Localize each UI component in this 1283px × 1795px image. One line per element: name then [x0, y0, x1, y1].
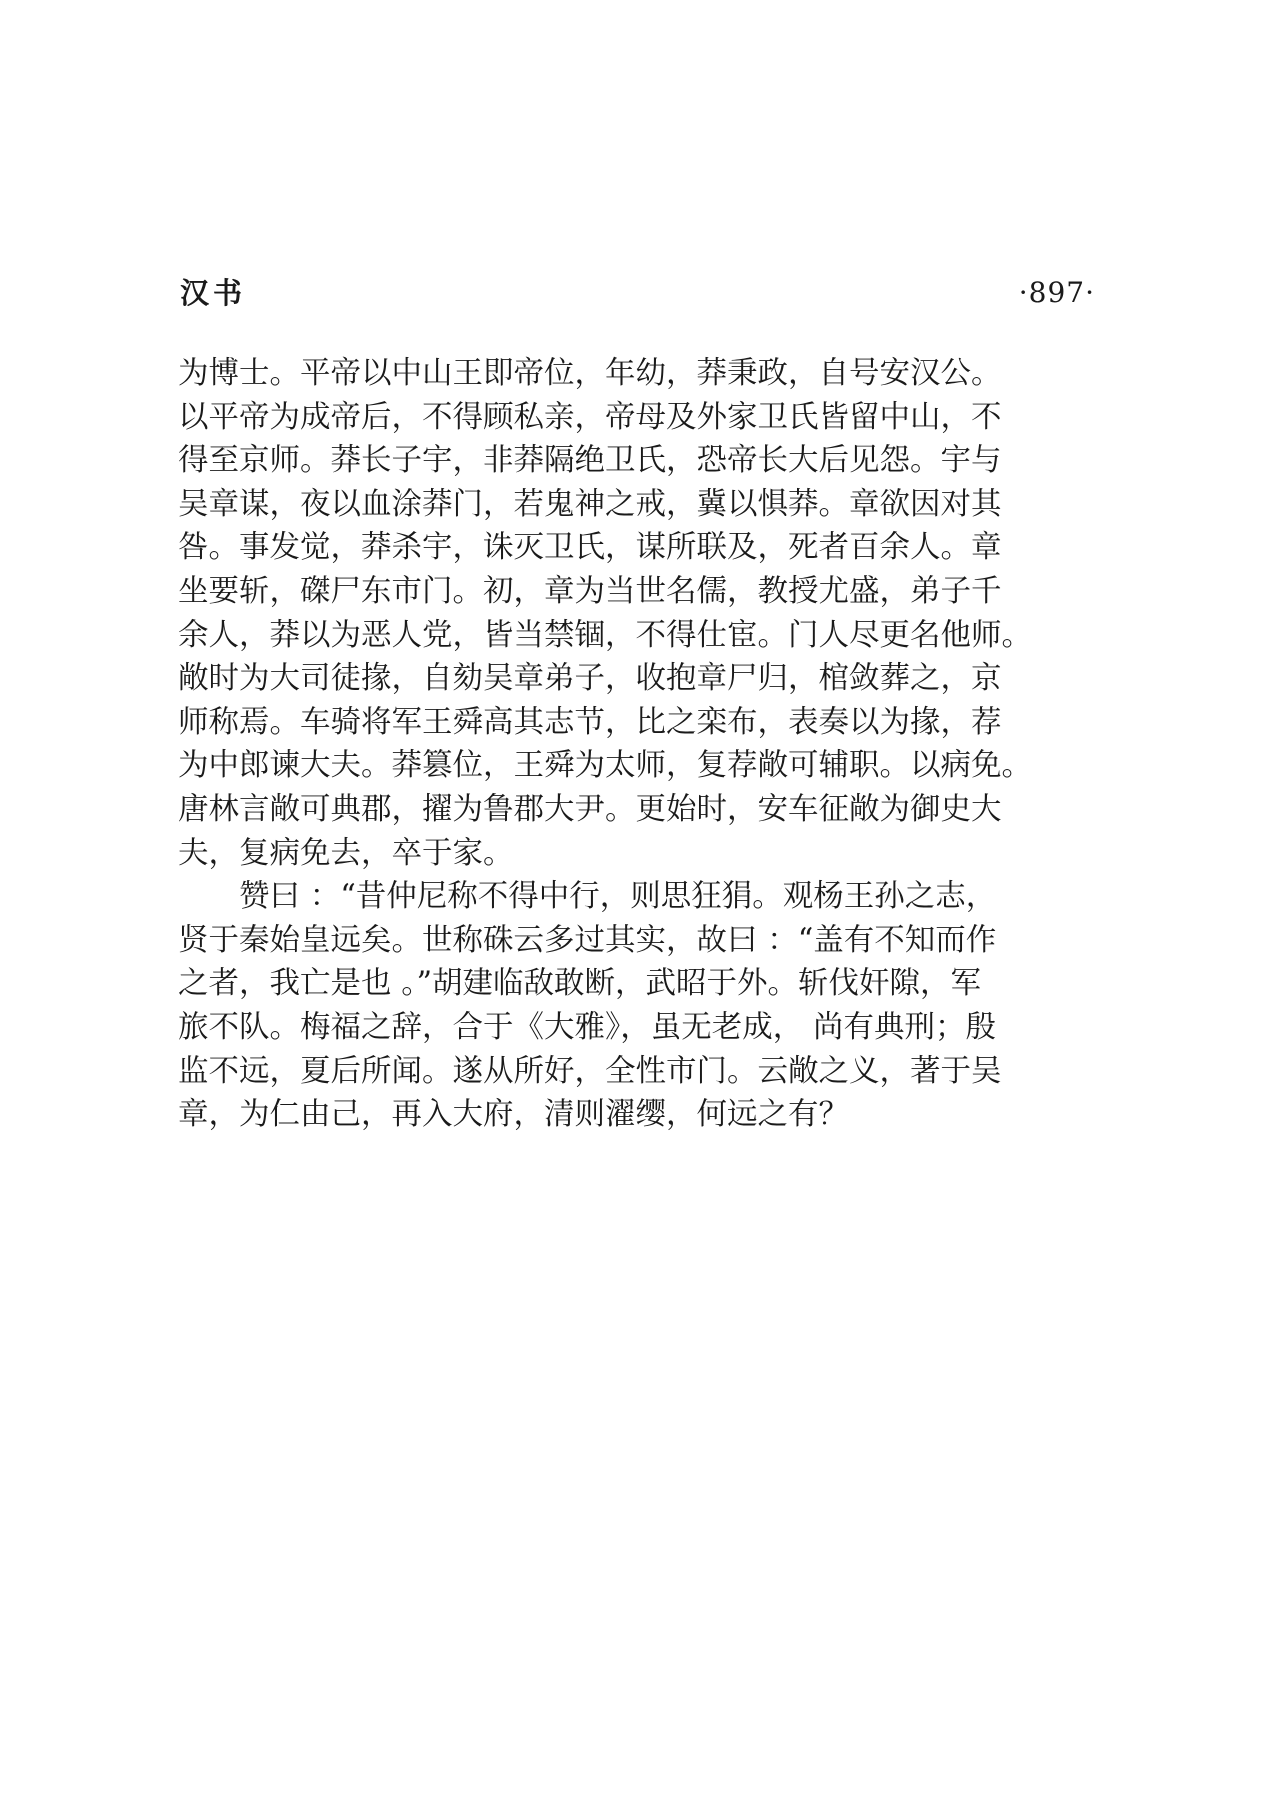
- text-line-7: 余人，莽以为恶人党，皆当禁锢，不得仕宦。门人尽更名他师。: [178, 617, 1032, 653]
- text-line-9: 师称焉。车骑将军王舜高其志节，比之栾布，表奏以为掾，荐: [178, 704, 1002, 740]
- text-line-1: 为博士。平帝以中山王即帝位，年幼，莽秉政，自号安汉公。: [178, 356, 1002, 391]
- text-line-2: 以平帝为成帝后，不得顾私亲，帝母及外家卫氏皆留中山，不: [178, 399, 1002, 435]
- running-header: [180, 268, 1095, 318]
- text-line-17: 监不远，夏后所闻。遂从所好，全性市门。云敞之义，著于吴: [178, 1053, 1002, 1089]
- text-line-6: 坐要斩，磔尸东市门。初，章为当世名儒，教授尤盛，弟子千: [178, 573, 1002, 609]
- book-title: 汉书: [180, 276, 247, 310]
- text-line-3: 得至京师。莽长子宇，非莽隔绝卫氏，恐帝长大后见怨。宇与: [178, 443, 1002, 479]
- text-line-11: 唐林言敞可典郡，擢为鲁郡大尹。更始时，安车征敞为御史大: [178, 791, 1002, 827]
- page-number: ·897·: [1018, 276, 1095, 309]
- text-line-8: 敞时为大司徒掾，自劾吴章弟子，收抱章尸归，棺敛葬之，京: [178, 661, 1002, 697]
- text-line-12: 夫，复病免去，卒于家。: [178, 835, 514, 871]
- text-line-13: 赞曰 ：“昔仲尼称不得中行，则思狂狷。观杨王孙之志，: [239, 879, 997, 915]
- text-line-14: 贤于秦始皇远矣。世称硃云多过其实，故曰 ：“盖有不知而作: [178, 922, 997, 958]
- text-line-16: 旅不队。梅福之辞，合于《大雅》，虽无老成， 尚有典刑；殷: [178, 1009, 996, 1045]
- text-line-5: 咎。事发觉，莽杀宇，诛灭卫氏，谋所联及，死者百余人。章: [178, 530, 1002, 566]
- text-line-15: 之者，我亡是也 。”胡建临敌敢断，武昭于外。斩伐奸隙，军: [178, 966, 982, 1002]
- text-line-10: 为中郎谏大夫。莽篡位，王舜为太师，复荐敞可辅职。以病免。: [178, 748, 1032, 784]
- body-text: [178, 352, 1098, 1137]
- text-line-18: 章，为仁由己，再入大府，清则濯缨，何远之有？: [178, 1097, 849, 1133]
- text-line-4: 吴章谋，夜以血涂莽门，若鬼神之戒，冀以惧莽。章欲因对其: [178, 486, 1002, 522]
